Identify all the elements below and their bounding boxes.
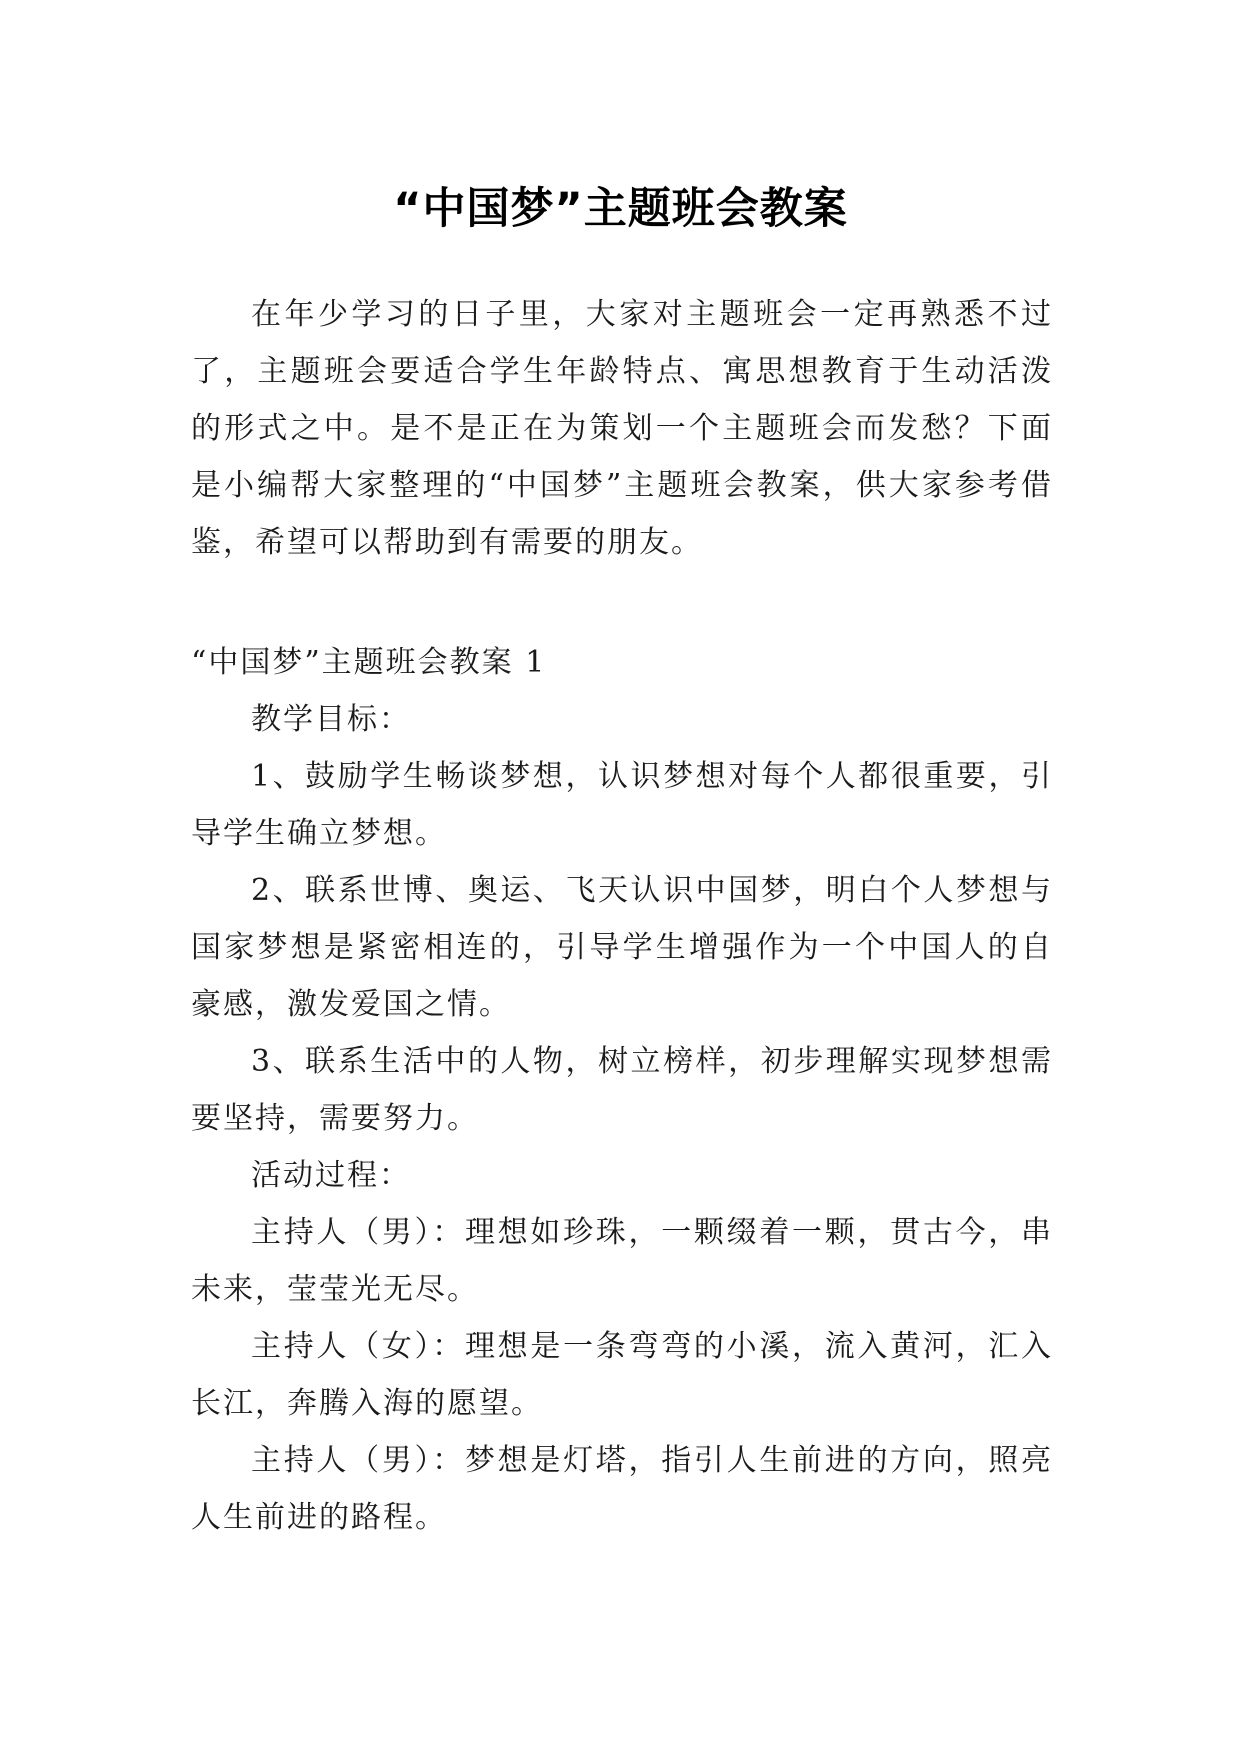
document-body — [191, 286, 1053, 1546]
host-line-male-2: 主持人（男）：梦想是灯塔，指引人生前进的方向，照亮人生前进的路程。 — [191, 1443, 1053, 1535]
goal-item-2: 2、联系世博、奥运、飞天认识中国梦，明白个人梦想与国家梦想是紧密相连的，引导学生增强作为一个中国人的自豪感，激发爱国之情。 — [191, 873, 1053, 1022]
host-line-male-1: 主持人（男）：理想如珍珠，一颗缀着一颗，贯古今，串未来，莹莹光无尽。 — [191, 1215, 1053, 1307]
section-heading: “中国梦”主题班会教案 1 — [191, 645, 547, 680]
activity-process-heading: 活动过程： — [251, 1158, 411, 1193]
teaching-goals-heading: 教学目标： — [251, 702, 411, 737]
host-line-female-1: 主持人（女）：理想是一条弯弯的小溪，流入黄河，汇入长江，奔腾入海的愿望。 — [191, 1329, 1053, 1421]
intro-paragraph: 在年少学习的日子里，大家对主题班会一定再熟悉不过了，主题班会要适合学生年龄特点、寓思想教育于生动活泼的形式之中。是不是正在为策划一个主题班会而发愁？下面是小编帮大家整理的“中国梦”主题班会教案，供大家参考借鉴，希望可以帮助到有需要的朋友。 — [191, 297, 1053, 560]
document-title: “中国梦”主题班会教案 — [393, 183, 848, 234]
goal-item-1: 1、鼓励学生畅谈梦想，认识梦想对每个人都很重要，引导学生确立梦想。 — [191, 759, 1053, 851]
goal-item-3: 3、联系生活中的人物，树立榜样，初步理解实现梦想需要坚持，需要努力。 — [191, 1044, 1053, 1136]
